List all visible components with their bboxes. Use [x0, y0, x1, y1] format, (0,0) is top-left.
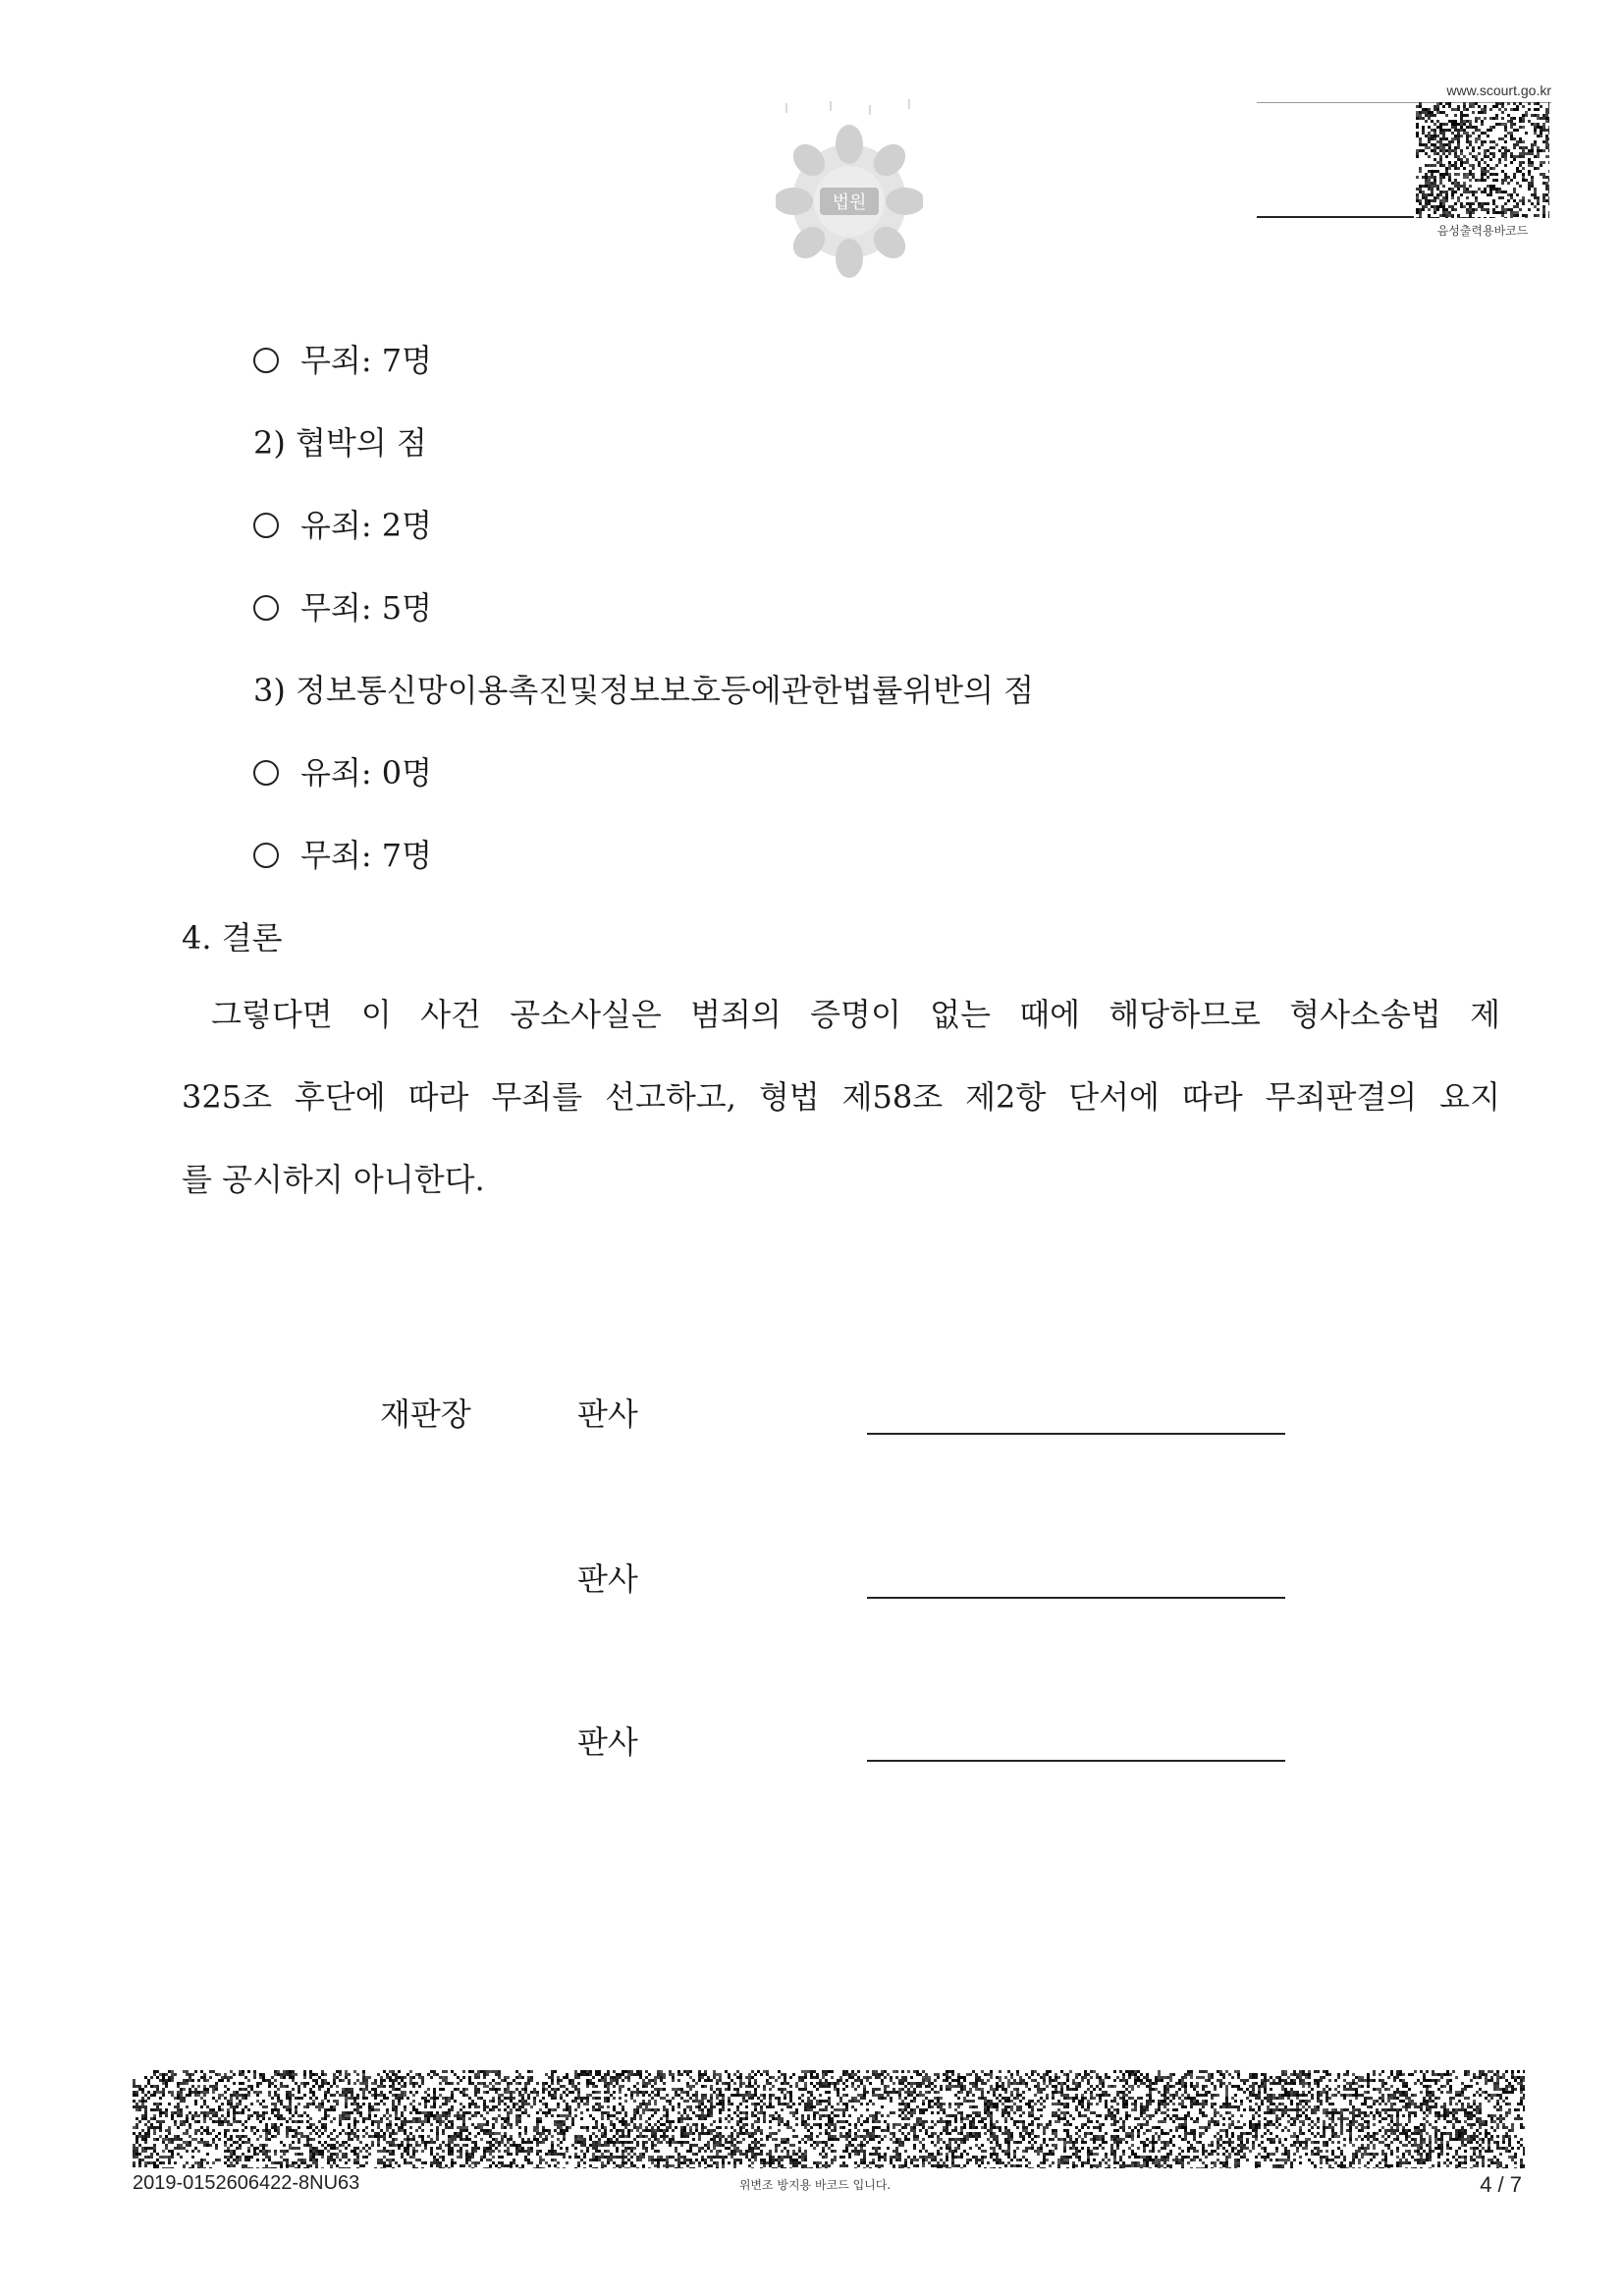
conclusion-line-3: 를 공시하지 아니한다.: [182, 1161, 485, 1198]
court-emblem-watermark: [776, 93, 923, 280]
anti-forgery-barcode: [133, 2070, 1525, 2168]
circle-marker: [253, 348, 279, 373]
verdict-line: 무죄: 7명: [253, 836, 432, 875]
document-id: 2019-0152606422-8NU63: [133, 2172, 360, 2194]
verdict-subheading: 2) 협박의 점: [253, 424, 427, 462]
section-heading: 4. 결론: [182, 919, 283, 957]
circle-marker: [253, 595, 279, 621]
presiding-judge-title: 재판장: [380, 1395, 471, 1433]
conclusion-line-1: 그렇다면 이 사건 공소사실은 범죄의 증명이 없는 때에 해당하므로 형사소송법 제: [211, 996, 1500, 1033]
circle-marker: [253, 843, 279, 868]
verdict-line: 유죄: 2명: [253, 506, 432, 545]
emblem-text: 법원: [832, 192, 867, 213]
header-rule: [1257, 216, 1414, 218]
voice-output-barcode: [1416, 102, 1549, 218]
barcode-note: 위변조 방지용 바코드 입니다.: [738, 2178, 892, 2192]
judge-label: 판사: [577, 1723, 638, 1761]
signature-line: [867, 1597, 1285, 1599]
signature-line: [867, 1433, 1285, 1435]
barcode-caption: 음성출력용바코드: [1436, 224, 1529, 238]
site-url: www.scourt.go.kr: [1446, 82, 1551, 98]
verdict-line: 무죄: 5명: [253, 588, 432, 628]
conclusion-line-2: 325조 후단에 따라 무죄를 선고하고, 형법 제58조 제2항 단서에 따라 무죄판결의 요지: [182, 1078, 1500, 1116]
judge-label: 판사: [577, 1560, 638, 1598]
verdict-subheading: 3) 정보통신망이용촉진및정보보호등에관한법률위반의 점: [253, 672, 1035, 709]
verdict-line: 유죄: 0명: [253, 753, 432, 793]
signature-line: [867, 1760, 1285, 1762]
circle-marker: [253, 513, 279, 538]
judge-label: 판사: [577, 1395, 638, 1433]
page-number: 4 / 7: [1480, 2172, 1522, 2197]
verdict-line: 무죄: 7명: [253, 341, 432, 380]
circle-marker: [253, 760, 279, 786]
